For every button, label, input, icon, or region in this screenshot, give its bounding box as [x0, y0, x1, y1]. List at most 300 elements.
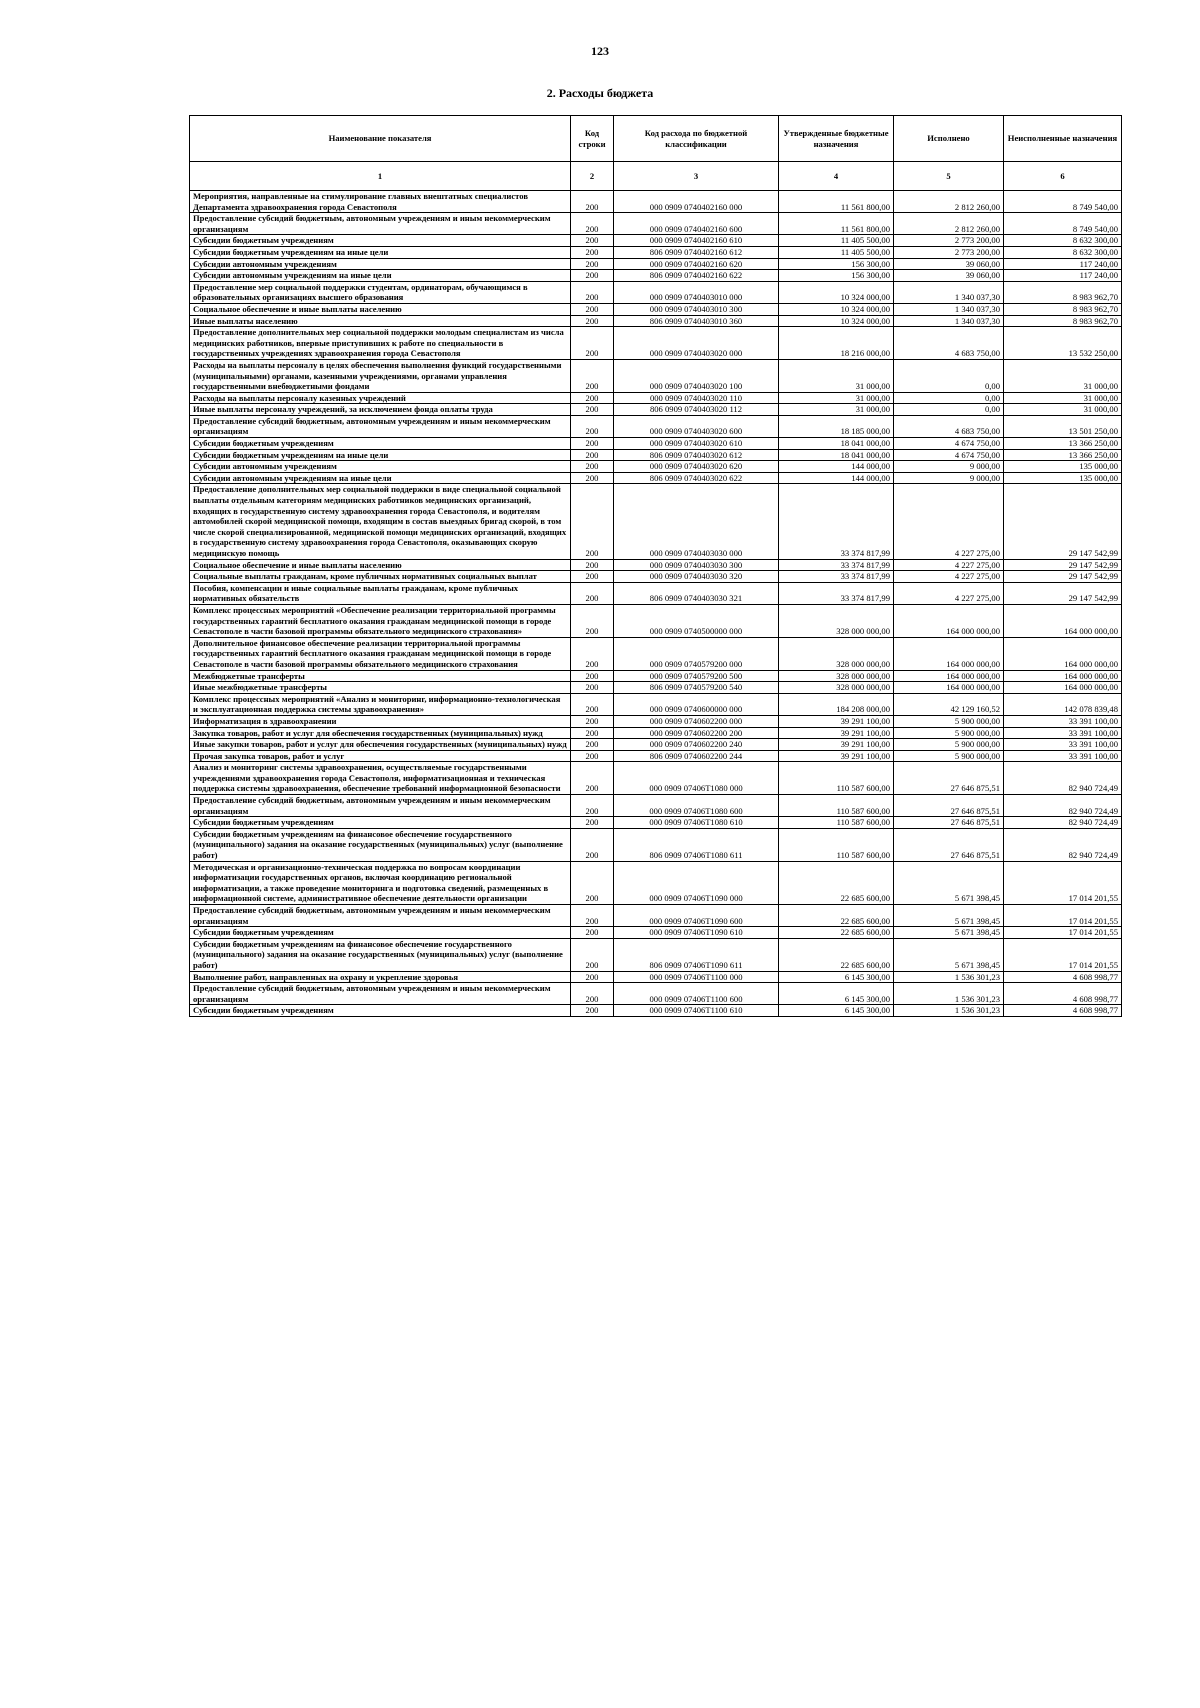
table-row — [190, 582, 1122, 604]
approved-amount-cell: 18 185 000,00 — [779, 415, 894, 437]
executed-amount-cell: 4 674 750,00 — [894, 438, 1004, 450]
approved-amount-cell: 156 300,00 — [779, 258, 894, 270]
table-row — [190, 392, 1122, 404]
unexecuted-amount-cell: 8 749 540,00 — [1004, 213, 1122, 235]
executed-amount-cell: 0,00 — [894, 392, 1004, 404]
column-header: Исполнено — [894, 116, 1004, 162]
approved-amount-cell: 110 587 600,00 — [779, 762, 894, 795]
table-row — [190, 571, 1122, 583]
unexecuted-amount-cell: 4 608 998,77 — [1004, 983, 1122, 1005]
table-row — [190, 281, 1122, 303]
unexecuted-amount-cell: 82 940 724,49 — [1004, 762, 1122, 795]
unexecuted-amount-cell: 4 608 998,77 — [1004, 971, 1122, 983]
table-row — [190, 461, 1122, 473]
classification-code-cell: 000 0909 0740403010 300 — [614, 303, 779, 315]
row-code-cell: 200 — [571, 828, 614, 861]
table-row — [190, 303, 1122, 315]
table-row — [190, 559, 1122, 571]
row-code-cell: 200 — [571, 571, 614, 583]
indicator-name-cell: Анализ и мониторинг системы здравоохранения, осуществляемые государственными учреждениями здравоохранения города Севастополя, информатизационная и техническая поддержка системы здравоохранения, обеспечение требований информационной безопасности — [190, 762, 571, 795]
classification-code-cell: 000 0909 07406T1100 610 — [614, 1005, 779, 1017]
executed-amount-cell: 5 671 398,45 — [894, 938, 1004, 971]
table-row — [190, 739, 1122, 751]
executed-amount-cell: 1 340 037,30 — [894, 315, 1004, 327]
executed-amount-cell: 4 227 275,00 — [894, 571, 1004, 583]
row-code-cell: 200 — [571, 472, 614, 484]
classification-code-cell: 000 0909 0740579200 500 — [614, 670, 779, 682]
classification-code-cell: 806 0909 0740403020 112 — [614, 404, 779, 416]
table-row — [190, 484, 1122, 559]
unexecuted-amount-cell: 164 000 000,00 — [1004, 670, 1122, 682]
unexecuted-amount-cell: 17 014 201,55 — [1004, 861, 1122, 904]
unexecuted-amount-cell: 31 000,00 — [1004, 404, 1122, 416]
classification-code-cell: 000 0909 0740403010 000 — [614, 281, 779, 303]
table-row — [190, 682, 1122, 694]
indicator-name-cell: Предоставление субсидий бюджетным, автономным учреждениям и иным некоммерческим организациям — [190, 983, 571, 1005]
row-code-cell: 200 — [571, 795, 614, 817]
indicator-name-cell: Предоставление субсидий бюджетным, автономным учреждениям и иным некоммерческим организациям — [190, 213, 571, 235]
executed-amount-cell: 9 000,00 — [894, 461, 1004, 473]
unexecuted-amount-cell: 142 078 839,48 — [1004, 693, 1122, 715]
approved-amount-cell: 328 000 000,00 — [779, 670, 894, 682]
table-row — [190, 415, 1122, 437]
unexecuted-amount-cell: 164 000 000,00 — [1004, 604, 1122, 637]
unexecuted-amount-cell: 4 608 998,77 — [1004, 1005, 1122, 1017]
unexecuted-amount-cell: 82 940 724,49 — [1004, 817, 1122, 829]
indicator-name-cell: Субсидии бюджетным учреждениям на иные цели — [190, 449, 571, 461]
row-code-cell: 200 — [571, 762, 614, 795]
classification-code-cell: 000 0909 0740403020 100 — [614, 359, 779, 392]
approved-amount-cell: 33 374 817,99 — [779, 484, 894, 559]
unexecuted-amount-cell: 29 147 542,99 — [1004, 484, 1122, 559]
table-row — [190, 449, 1122, 461]
unexecuted-amount-cell: 82 940 724,49 — [1004, 795, 1122, 817]
executed-amount-cell: 5 900 000,00 — [894, 727, 1004, 739]
header-row — [190, 116, 1122, 162]
column-header: Код расхода по бюджетной классификации — [614, 116, 779, 162]
table-row — [190, 472, 1122, 484]
column-header: Утвержденные бюджетные назначения — [779, 116, 894, 162]
indicator-name-cell: Комплекс процессных мероприятий «Анализ и мониторинг, информационно-технологическая и эксплуатационная поддержка системы здравоохранения» — [190, 693, 571, 715]
indicator-name-cell: Предоставление субсидий бюджетным, автономным учреждениям и иным некоммерческим организациям — [190, 795, 571, 817]
approved-amount-cell: 39 291 100,00 — [779, 715, 894, 727]
row-code-cell: 200 — [571, 415, 614, 437]
approved-amount-cell: 39 291 100,00 — [779, 727, 894, 739]
indicator-name-cell: Предоставление мер социальной поддержки студентам, ординаторам, обучающимся в образовательных организациях высшего образования — [190, 281, 571, 303]
indicator-name-cell: Субсидии автономным учреждениям — [190, 258, 571, 270]
row-code-cell: 200 — [571, 938, 614, 971]
column-number: 3 — [614, 162, 779, 191]
unexecuted-amount-cell: 8 632 300,00 — [1004, 246, 1122, 258]
row-code-cell: 200 — [571, 191, 614, 213]
approved-amount-cell: 6 145 300,00 — [779, 1005, 894, 1017]
row-code-cell: 200 — [571, 861, 614, 904]
approved-amount-cell: 328 000 000,00 — [779, 637, 894, 670]
executed-amount-cell: 0,00 — [894, 404, 1004, 416]
row-code-cell: 200 — [571, 604, 614, 637]
budget-expenses-table — [189, 115, 1122, 1017]
row-code-cell: 200 — [571, 1005, 614, 1017]
indicator-name-cell: Субсидии автономным учреждениям — [190, 461, 571, 473]
table-row — [190, 327, 1122, 360]
indicator-name-cell: Дополнительное финансовое обеспечение реализации территориальной программы государственных гарантий бесплатного оказания гражданам медицинской помощи в городе Севастополе в части базовой программы обязательного медицинского страхования — [190, 637, 571, 670]
classification-code-cell: 000 0909 0740402160 620 — [614, 258, 779, 270]
row-code-cell: 200 — [571, 739, 614, 751]
table-row — [190, 983, 1122, 1005]
classification-code-cell: 000 0909 07406T1090 600 — [614, 905, 779, 927]
approved-amount-cell: 22 685 600,00 — [779, 861, 894, 904]
unexecuted-amount-cell: 17 014 201,55 — [1004, 905, 1122, 927]
row-code-cell: 200 — [571, 971, 614, 983]
table-row — [190, 762, 1122, 795]
approved-amount-cell: 6 145 300,00 — [779, 971, 894, 983]
executed-amount-cell: 5 671 398,45 — [894, 927, 1004, 939]
executed-amount-cell: 4 227 275,00 — [894, 559, 1004, 571]
indicator-name-cell: Предоставление субсидий бюджетным, автономным учреждениям и иным некоммерческим организациям — [190, 415, 571, 437]
classification-code-cell: 000 0909 07406T1080 600 — [614, 795, 779, 817]
row-code-cell: 200 — [571, 750, 614, 762]
approved-amount-cell: 11 561 800,00 — [779, 213, 894, 235]
table-row — [190, 750, 1122, 762]
table-row — [190, 828, 1122, 861]
executed-amount-cell: 164 000 000,00 — [894, 637, 1004, 670]
approved-amount-cell: 110 587 600,00 — [779, 828, 894, 861]
unexecuted-amount-cell: 13 366 250,00 — [1004, 449, 1122, 461]
executed-amount-cell: 2 812 260,00 — [894, 191, 1004, 213]
indicator-name-cell: Субсидии бюджетным учреждениям — [190, 438, 571, 450]
table-row — [190, 1005, 1122, 1017]
executed-amount-cell: 2 773 200,00 — [894, 235, 1004, 247]
row-code-cell: 200 — [571, 258, 614, 270]
indicator-name-cell: Субсидии бюджетным учреждениям — [190, 1005, 571, 1017]
approved-amount-cell: 31 000,00 — [779, 359, 894, 392]
table-row — [190, 670, 1122, 682]
executed-amount-cell: 39 060,00 — [894, 258, 1004, 270]
unexecuted-amount-cell: 117 240,00 — [1004, 258, 1122, 270]
approved-amount-cell: 33 374 817,99 — [779, 559, 894, 571]
approved-amount-cell: 11 405 500,00 — [779, 235, 894, 247]
approved-amount-cell: 328 000 000,00 — [779, 604, 894, 637]
unexecuted-amount-cell: 13 532 250,00 — [1004, 327, 1122, 360]
approved-amount-cell: 22 685 600,00 — [779, 905, 894, 927]
table-row — [190, 258, 1122, 270]
approved-amount-cell: 110 587 600,00 — [779, 817, 894, 829]
indicator-name-cell: Расходы на выплаты персоналу в целях обеспечения выполнения функций государственными (муниципальными) органами, казенными учреждениями, органами управления государственными внебюджетными фондами — [190, 359, 571, 392]
executed-amount-cell: 164 000 000,00 — [894, 604, 1004, 637]
indicator-name-cell: Иные межбюджетные трансферты — [190, 682, 571, 694]
executed-amount-cell: 4 683 750,00 — [894, 415, 1004, 437]
executed-amount-cell: 5 671 398,45 — [894, 861, 1004, 904]
executed-amount-cell: 5 900 000,00 — [894, 739, 1004, 751]
table-row — [190, 817, 1122, 829]
classification-code-cell: 000 0909 0740602200 200 — [614, 727, 779, 739]
classification-code-cell: 000 0909 0740579200 000 — [614, 637, 779, 670]
executed-amount-cell: 1 536 301,23 — [894, 1005, 1004, 1017]
executed-amount-cell: 5 900 000,00 — [894, 750, 1004, 762]
indicator-name-cell: Субсидии бюджетным учреждениям — [190, 235, 571, 247]
row-code-cell: 200 — [571, 682, 614, 694]
executed-amount-cell: 2 773 200,00 — [894, 246, 1004, 258]
classification-code-cell: 806 0909 07406T1080 611 — [614, 828, 779, 861]
unexecuted-amount-cell: 164 000 000,00 — [1004, 682, 1122, 694]
row-code-cell: 200 — [571, 303, 614, 315]
indicator-name-cell: Субсидии автономным учреждениям на иные цели — [190, 472, 571, 484]
unexecuted-amount-cell: 33 391 100,00 — [1004, 739, 1122, 751]
row-code-cell: 200 — [571, 246, 614, 258]
approved-amount-cell: 31 000,00 — [779, 404, 894, 416]
executed-amount-cell: 4 227 275,00 — [894, 582, 1004, 604]
row-code-cell: 200 — [571, 327, 614, 360]
indicator-name-cell: Социальное обеспечение и иные выплаты населению — [190, 559, 571, 571]
approved-amount-cell: 144 000,00 — [779, 461, 894, 473]
executed-amount-cell: 164 000 000,00 — [894, 670, 1004, 682]
unexecuted-amount-cell: 8 983 962,70 — [1004, 303, 1122, 315]
table-row — [190, 270, 1122, 282]
unexecuted-amount-cell: 31 000,00 — [1004, 392, 1122, 404]
unexecuted-amount-cell: 135 000,00 — [1004, 461, 1122, 473]
classification-code-cell: 000 0909 0740403030 320 — [614, 571, 779, 583]
approved-amount-cell: 328 000 000,00 — [779, 682, 894, 694]
unexecuted-amount-cell: 117 240,00 — [1004, 270, 1122, 282]
row-code-cell: 200 — [571, 281, 614, 303]
page-number: 123 — [591, 44, 609, 58]
executed-amount-cell: 0,00 — [894, 359, 1004, 392]
classification-code-cell: 000 0909 07406T1080 610 — [614, 817, 779, 829]
indicator-name-cell: Методическая и организационно-техническая поддержка по вопросам координации информатизации государственных органов, включая координацию региональной информатизации, а также проведение мониторинга и подготовка сведений, размещенных в информационной системе, административное обеспечение деятельности организации — [190, 861, 571, 904]
executed-amount-cell: 1 340 037,30 — [894, 281, 1004, 303]
classification-code-cell: 000 0909 0740602200 000 — [614, 715, 779, 727]
approved-amount-cell: 33 374 817,99 — [779, 582, 894, 604]
column-header: Код строки — [571, 116, 614, 162]
classification-code-cell: 806 0909 0740602200 244 — [614, 750, 779, 762]
classification-code-cell: 000 0909 0740403030 000 — [614, 484, 779, 559]
table-row — [190, 861, 1122, 904]
unexecuted-amount-cell: 8 983 962,70 — [1004, 281, 1122, 303]
row-code-cell: 200 — [571, 359, 614, 392]
indicator-name-cell: Иные выплаты населению — [190, 315, 571, 327]
approved-amount-cell: 18 041 000,00 — [779, 438, 894, 450]
approved-amount-cell: 39 291 100,00 — [779, 739, 894, 751]
approved-amount-cell: 22 685 600,00 — [779, 927, 894, 939]
classification-code-cell: 806 0909 0740403020 612 — [614, 449, 779, 461]
executed-amount-cell: 27 646 875,51 — [894, 795, 1004, 817]
column-header: Неисполненные назначения — [1004, 116, 1122, 162]
indicator-name-cell: Пособия, компенсации и иные социальные выплаты гражданам, кроме публичных нормативных обязательств — [190, 582, 571, 604]
classification-code-cell: 806 0909 0740403010 360 — [614, 315, 779, 327]
indicator-name-cell: Выполнение работ, направленных на охрану и укрепление здоровья — [190, 971, 571, 983]
classification-code-cell: 000 0909 0740402160 600 — [614, 213, 779, 235]
approved-amount-cell: 39 291 100,00 — [779, 750, 894, 762]
executed-amount-cell: 4 227 275,00 — [894, 484, 1004, 559]
classification-code-cell: 000 0909 0740403030 300 — [614, 559, 779, 571]
executed-amount-cell: 1 340 037,30 — [894, 303, 1004, 315]
unexecuted-amount-cell: 33 391 100,00 — [1004, 750, 1122, 762]
indicator-name-cell: Закупка товаров, работ и услуг для обеспечения государственных (муниципальных) нужд — [190, 727, 571, 739]
indicator-name-cell: Информатизация в здравоохранении — [190, 715, 571, 727]
indicator-name-cell: Иные закупки товаров, работ и услуг для обеспечения государственных (муниципальных) нужд — [190, 739, 571, 751]
column-header: Наименование показателя — [190, 116, 571, 162]
row-code-cell: 200 — [571, 927, 614, 939]
unexecuted-amount-cell: 17 014 201,55 — [1004, 927, 1122, 939]
table-row — [190, 727, 1122, 739]
executed-amount-cell: 4 683 750,00 — [894, 327, 1004, 360]
approved-amount-cell: 10 324 000,00 — [779, 281, 894, 303]
approved-amount-cell: 110 587 600,00 — [779, 795, 894, 817]
column-number: 4 — [779, 162, 894, 191]
classification-code-cell: 000 0909 07406T1080 000 — [614, 762, 779, 795]
table-row — [190, 359, 1122, 392]
unexecuted-amount-cell: 29 147 542,99 — [1004, 582, 1122, 604]
unexecuted-amount-cell: 33 391 100,00 — [1004, 715, 1122, 727]
row-code-cell: 200 — [571, 983, 614, 1005]
table-row — [190, 191, 1122, 213]
unexecuted-amount-cell: 31 000,00 — [1004, 359, 1122, 392]
indicator-name-cell: Субсидии автономным учреждениям на иные цели — [190, 270, 571, 282]
approved-amount-cell: 156 300,00 — [779, 270, 894, 282]
executed-amount-cell: 27 646 875,51 — [894, 828, 1004, 861]
table-row — [190, 693, 1122, 715]
column-number: 1 — [190, 162, 571, 191]
approved-amount-cell: 10 324 000,00 — [779, 315, 894, 327]
table-row — [190, 795, 1122, 817]
section-title: 2. Расходы бюджета — [546, 86, 654, 100]
executed-amount-cell: 27 646 875,51 — [894, 817, 1004, 829]
approved-amount-cell: 22 685 600,00 — [779, 938, 894, 971]
classification-code-cell: 000 0909 0740402160 610 — [614, 235, 779, 247]
unexecuted-amount-cell: 33 391 100,00 — [1004, 727, 1122, 739]
executed-amount-cell: 5 671 398,45 — [894, 905, 1004, 927]
approved-amount-cell: 31 000,00 — [779, 392, 894, 404]
approved-amount-cell: 18 216 000,00 — [779, 327, 894, 360]
classification-code-cell: 806 0909 0740402160 622 — [614, 270, 779, 282]
classification-code-cell: 000 0909 07406T1090 610 — [614, 927, 779, 939]
row-code-cell: 200 — [571, 905, 614, 927]
unexecuted-amount-cell: 29 147 542,99 — [1004, 571, 1122, 583]
row-code-cell: 200 — [571, 392, 614, 404]
approved-amount-cell: 6 145 300,00 — [779, 983, 894, 1005]
row-code-cell: 200 — [571, 404, 614, 416]
table-row — [190, 235, 1122, 247]
unexecuted-amount-cell: 82 940 724,49 — [1004, 828, 1122, 861]
approved-amount-cell: 184 208 000,00 — [779, 693, 894, 715]
table-row — [190, 213, 1122, 235]
indicator-name-cell: Субсидии бюджетным учреждениям — [190, 927, 571, 939]
classification-code-cell: 806 0909 0740403030 321 — [614, 582, 779, 604]
classification-code-cell: 000 0909 0740600000 000 — [614, 693, 779, 715]
indicator-name-cell: Прочая закупка товаров, работ и услуг — [190, 750, 571, 762]
indicator-name-cell: Мероприятия, направленные на стимулирование главных внештатных специалистов Департамента здравоохранения города Севастополя — [190, 191, 571, 213]
unexecuted-amount-cell: 8 983 962,70 — [1004, 315, 1122, 327]
executed-amount-cell: 9 000,00 — [894, 472, 1004, 484]
row-code-cell: 200 — [571, 438, 614, 450]
indicator-name-cell: Межбюджетные трансферты — [190, 670, 571, 682]
column-number-row — [190, 162, 1122, 191]
row-code-cell: 200 — [571, 582, 614, 604]
classification-code-cell: 806 0909 0740403020 622 — [614, 472, 779, 484]
executed-amount-cell: 5 900 000,00 — [894, 715, 1004, 727]
indicator-name-cell: Социальное обеспечение и иные выплаты населению — [190, 303, 571, 315]
unexecuted-amount-cell: 164 000 000,00 — [1004, 637, 1122, 670]
table-row — [190, 715, 1122, 727]
executed-amount-cell: 1 536 301,23 — [894, 971, 1004, 983]
row-code-cell: 200 — [571, 637, 614, 670]
executed-amount-cell: 1 536 301,23 — [894, 983, 1004, 1005]
table-row — [190, 905, 1122, 927]
table-row — [190, 246, 1122, 258]
row-code-cell: 200 — [571, 484, 614, 559]
indicator-name-cell: Субсидии бюджетным учреждениям на иные цели — [190, 246, 571, 258]
table-row — [190, 604, 1122, 637]
unexecuted-amount-cell: 29 147 542,99 — [1004, 559, 1122, 571]
approved-amount-cell: 11 561 800,00 — [779, 191, 894, 213]
classification-code-cell: 000 0909 0740403020 110 — [614, 392, 779, 404]
approved-amount-cell: 144 000,00 — [779, 472, 894, 484]
executed-amount-cell: 27 646 875,51 — [894, 762, 1004, 795]
executed-amount-cell: 42 129 160,52 — [894, 693, 1004, 715]
row-code-cell: 200 — [571, 670, 614, 682]
table-row — [190, 971, 1122, 983]
executed-amount-cell: 39 060,00 — [894, 270, 1004, 282]
classification-code-cell: 806 0909 0740579200 540 — [614, 682, 779, 694]
classification-code-cell: 000 0909 07406T1090 000 — [614, 861, 779, 904]
indicator-name-cell: Социальные выплаты гражданам, кроме публичных нормативных социальных выплат — [190, 571, 571, 583]
unexecuted-amount-cell: 17 014 201,55 — [1004, 938, 1122, 971]
row-code-cell: 200 — [571, 213, 614, 235]
row-code-cell: 200 — [571, 817, 614, 829]
row-code-cell: 200 — [571, 235, 614, 247]
approved-amount-cell: 18 041 000,00 — [779, 449, 894, 461]
row-code-cell: 200 — [571, 461, 614, 473]
indicator-name-cell: Субсидии бюджетным учреждениям на финансовое обеспечение государственного (муниципального) задания на оказание государственных (муниципальных) услуг (выполнение работ) — [190, 828, 571, 861]
unexecuted-amount-cell: 8 749 540,00 — [1004, 191, 1122, 213]
indicator-name-cell: Расходы на выплаты персоналу казенных учреждений — [190, 392, 571, 404]
indicator-name-cell: Комплекс процессных мероприятий «Обеспечение реализации территориальной программы государственных гарантий бесплатного оказания гражданам медицинской помощи в городе Севастополе в части базовой программы обязательного медицинского страхования» — [190, 604, 571, 637]
classification-code-cell: 806 0909 0740402160 612 — [614, 246, 779, 258]
indicator-name-cell: Иные выплаты персоналу учреждений, за исключением фонда оплаты труда — [190, 404, 571, 416]
executed-amount-cell: 2 812 260,00 — [894, 213, 1004, 235]
table-row — [190, 927, 1122, 939]
approved-amount-cell: 33 374 817,99 — [779, 571, 894, 583]
indicator-name-cell: Субсидии бюджетным учреждениям — [190, 817, 571, 829]
classification-code-cell: 806 0909 07406T1090 611 — [614, 938, 779, 971]
unexecuted-amount-cell: 13 366 250,00 — [1004, 438, 1122, 450]
classification-code-cell: 000 0909 0740403020 620 — [614, 461, 779, 473]
unexecuted-amount-cell: 135 000,00 — [1004, 472, 1122, 484]
row-code-cell: 200 — [571, 270, 614, 282]
approved-amount-cell: 11 405 500,00 — [779, 246, 894, 258]
classification-code-cell: 000 0909 0740602200 240 — [614, 739, 779, 751]
row-code-cell: 200 — [571, 559, 614, 571]
table-row — [190, 438, 1122, 450]
table-row — [190, 938, 1122, 971]
indicator-name-cell: Предоставление субсидий бюджетным, автономным учреждениям и иным некоммерческим организациям — [190, 905, 571, 927]
indicator-name-cell: Субсидии бюджетным учреждениям на финансовое обеспечение государственного (муниципального) задания на оказание государственных (муниципальных) услуг (выполнение работ) — [190, 938, 571, 971]
classification-code-cell: 000 0909 0740403020 000 — [614, 327, 779, 360]
classification-code-cell: 000 0909 07406T1100 600 — [614, 983, 779, 1005]
row-code-cell: 200 — [571, 693, 614, 715]
table-row — [190, 315, 1122, 327]
classification-code-cell: 000 0909 0740403020 600 — [614, 415, 779, 437]
table-row — [190, 404, 1122, 416]
classification-code-cell: 000 0909 0740500000 000 — [614, 604, 779, 637]
classification-code-cell: 000 0909 0740402160 000 — [614, 191, 779, 213]
row-code-cell: 200 — [571, 727, 614, 739]
row-code-cell: 200 — [571, 449, 614, 461]
table-row — [190, 637, 1122, 670]
indicator-name-cell: Предоставление дополнительных мер социальной поддержки молодым специалистам из числа медицинских работников, впервые приступивших к работе по специальности в государственных учреждениях здравоохранения города Севастополя — [190, 327, 571, 360]
approved-amount-cell: 10 324 000,00 — [779, 303, 894, 315]
executed-amount-cell: 164 000 000,00 — [894, 682, 1004, 694]
